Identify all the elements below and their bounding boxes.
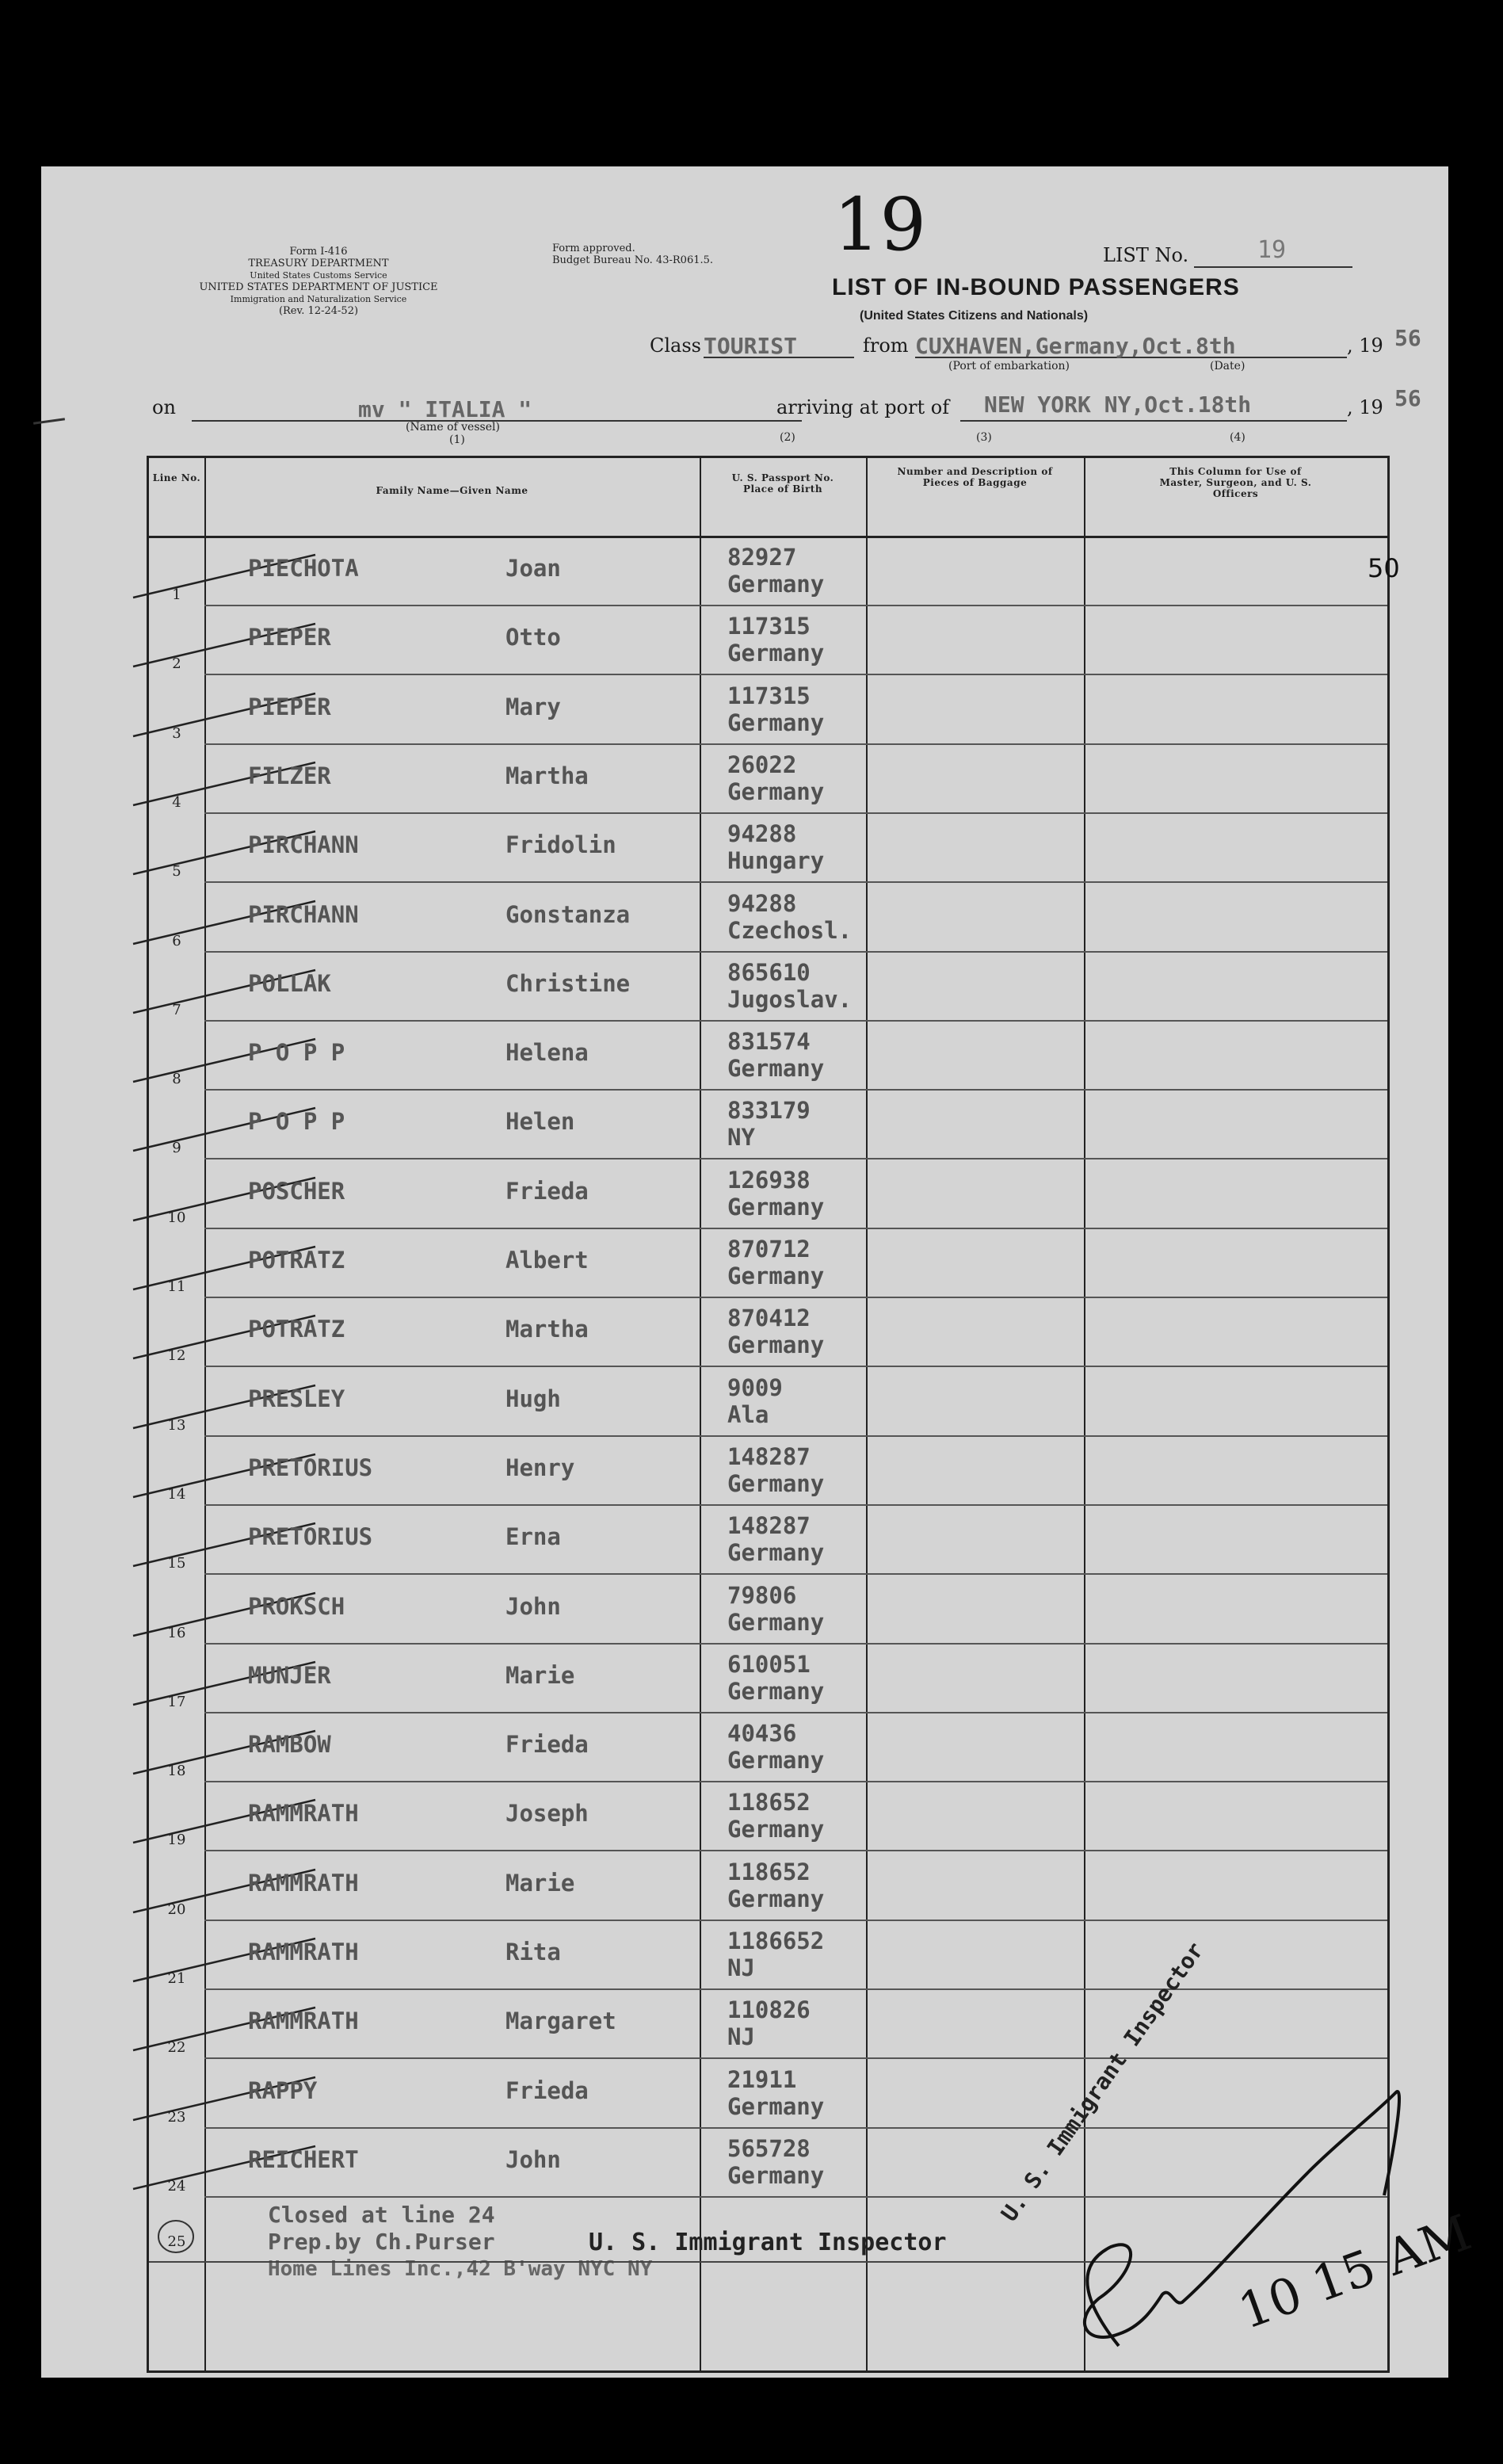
line-number: 25 [167, 2233, 186, 2250]
place-of-birth: NJ [727, 2023, 755, 2051]
passport-number: 148287 [727, 1512, 811, 1540]
place-of-birth: Germany [727, 1539, 825, 1567]
manifest-page [41, 166, 1478, 2378]
budget-bureau: Budget Bureau No. 43-R061.5. [552, 254, 714, 266]
passport-number: 870712 [727, 1236, 811, 1263]
given-name: Joseph [505, 1800, 589, 1828]
given-name: Frieda [505, 1177, 589, 1205]
passport-number: 565728 [727, 2134, 811, 2162]
given-name: Marie [505, 1869, 575, 1897]
line-number: 17 [167, 1693, 186, 1710]
passport-number: 117315 [727, 613, 811, 640]
prepared-by: Prep.by Ch.Purser [268, 2229, 495, 2255]
line-number: 18 [167, 1763, 186, 1780]
place-of-birth: Germany [727, 1885, 825, 1912]
page-title: LIST OF IN-BOUND PASSENGERS [832, 274, 1240, 300]
passport-number: 118652 [727, 1789, 811, 1816]
place-of-birth: Germany [727, 1747, 825, 1774]
place-of-birth: Jugoslav. [727, 985, 853, 1013]
class-field [704, 333, 854, 358]
family-name: PIECHOTA [248, 555, 359, 582]
given-name: Margaret [505, 2007, 616, 2035]
given-name: Frieda [505, 2076, 589, 2104]
family-name: PRETORIUS [248, 1523, 373, 1551]
passport-number: 118652 [727, 1858, 811, 1885]
passport-number: 865610 [727, 958, 811, 986]
given-name: John [505, 1592, 561, 1620]
form-agency-block [144, 246, 493, 317]
line-number: 14 [167, 1485, 186, 1503]
place-of-birth: Germany [727, 1055, 825, 1083]
inspector-stamp: U. S. Immigrant Inspector [589, 2229, 947, 2256]
passport-number: 9009 [727, 1373, 783, 1401]
table-row [149, 1437, 1387, 1506]
table-row [149, 953, 1387, 1022]
caption-4: (4) [1230, 431, 1246, 444]
family-name: POTRATZ [248, 1316, 345, 1343]
table-row [149, 537, 1387, 606]
arriving-year: 56 [1394, 385, 1421, 411]
closed-note: Closed at line 24 [268, 2202, 495, 2228]
family-name: RAMMRATH [248, 1869, 359, 1897]
family-name: PIEPER [248, 693, 331, 720]
passport-number: 21911 [727, 2065, 797, 2093]
given-name: Helena [505, 1039, 589, 1067]
place-of-birth: Germany [727, 1608, 825, 1636]
col-line-header: Line No. [152, 472, 201, 483]
list-no-label: LIST No. [1103, 244, 1189, 266]
port-embark-caption: (Port of embarkation) [948, 360, 1070, 372]
family-name: POLLAK [248, 969, 331, 997]
given-name: Gonstanza [505, 900, 631, 928]
passport-number: 148287 [727, 1442, 811, 1470]
family-name: MUNJER [248, 1661, 331, 1689]
line-number: 2 [172, 655, 181, 673]
family-name: REICHERT [248, 2145, 359, 2173]
form-approved: Form approved. [552, 243, 635, 254]
family-name: PIRCHANN [248, 831, 359, 859]
passport-number: 82927 [727, 544, 797, 571]
family-name: RAMBOW [248, 1731, 331, 1759]
line-number: 6 [172, 932, 181, 949]
table-row [149, 676, 1387, 745]
class-label: Class [650, 334, 701, 357]
place-of-birth: Germany [727, 1331, 825, 1359]
line-number: 22 [167, 2039, 186, 2057]
place-of-birth: Czechosl. [727, 916, 853, 944]
from-label: from [863, 334, 909, 357]
given-name: Martha [505, 762, 589, 789]
family-name: PIEPER [248, 624, 331, 651]
given-name: Martha [505, 1316, 589, 1343]
passport-number: 831574 [727, 1028, 811, 1056]
passport-number: 833179 [727, 1097, 811, 1125]
place-of-birth: Germany [727, 1816, 825, 1843]
line-number: 24 [167, 2177, 186, 2195]
table-row [149, 1645, 1387, 1713]
vessel-caption: (Name of vessel) [406, 421, 500, 434]
given-name: Erna [505, 1523, 561, 1551]
date-caption: (Date) [1210, 360, 1246, 372]
list-no-field [1194, 236, 1352, 268]
list-no-value: 19 [1257, 236, 1287, 264]
family-name: FILZER [248, 762, 331, 789]
table-row [149, 1091, 1387, 1159]
col-baggage-header: Number and Description of Pieces of Baggage [897, 466, 1053, 488]
col-officers-header: This Column for Use of Master, Surgeon, and U. S. Officers [1159, 466, 1312, 499]
family-name: PRETORIUS [248, 1454, 373, 1481]
place-of-birth: Hungary [727, 847, 825, 875]
from-value: CUXHAVEN,Germany,Oct.8th [915, 333, 1236, 359]
line-number: 3 [172, 724, 181, 742]
passport-number: 1186652 [727, 1927, 825, 1954]
line-number: 21 [167, 1970, 186, 1987]
customs-service: United States Customs Service [250, 270, 387, 281]
line-number: 1 [172, 586, 181, 603]
line-number: 16 [167, 1624, 186, 1641]
family-name: RAMMRATH [248, 2007, 359, 2035]
place-of-birth: Germany [727, 571, 825, 598]
line-number: 8 [172, 1071, 181, 1088]
from-field [915, 333, 1347, 358]
handwritten-list-number: 19 [834, 182, 927, 267]
place-of-birth: NJ [727, 1954, 755, 1981]
col-name-header: Family Name—Given Name [376, 485, 528, 496]
justice-dept: UNITED STATES DEPARTMENT OF JUSTICE [199, 281, 438, 293]
line-number: 13 [167, 1416, 186, 1434]
place-of-birth: Germany [727, 1677, 825, 1705]
line-25-row [149, 2192, 204, 2261]
family-name: POTRATZ [248, 1247, 345, 1274]
circle-mark-icon [155, 2216, 196, 2257]
family-name: RAMMRATH [248, 1800, 359, 1828]
passport-number: 79806 [727, 1581, 797, 1609]
given-name: Joan [505, 555, 561, 582]
arriving-field [960, 392, 1347, 422]
class-value: TOURIST [704, 333, 798, 359]
ins-service: Immigration and Naturalization Service [230, 294, 407, 304]
passport-number: 26022 [727, 751, 797, 778]
table-row [149, 745, 1387, 814]
given-name: Fridolin [505, 831, 616, 859]
family-name: PROKSCH [248, 1592, 345, 1620]
given-name: Christine [505, 969, 631, 997]
officer-count-note: 50 [1368, 553, 1400, 583]
arriving-value: NEW YORK NY,Oct.18th [984, 392, 1252, 418]
given-name: Mary [505, 693, 561, 720]
caption-2: (2) [780, 431, 795, 444]
table-row [149, 1852, 1387, 1921]
passport-number: 40436 [727, 1720, 797, 1748]
page-subtitle: (United States Citizens and Nationals) [860, 309, 1089, 323]
given-name: Otto [505, 624, 561, 651]
table-row [149, 606, 1387, 675]
place-of-birth: Germany [727, 709, 825, 736]
family-name: RAPPY [248, 2076, 318, 2104]
table-row [149, 1160, 1387, 1229]
line-number: 9 [172, 1140, 181, 1157]
passport-number: 610051 [727, 1650, 811, 1678]
given-name: Marie [505, 1661, 575, 1689]
table-row [149, 1713, 1387, 1782]
given-name: Henry [505, 1454, 575, 1481]
passport-number: 94288 [727, 820, 797, 848]
table-row [149, 1298, 1387, 1367]
given-name: Albert [505, 1247, 589, 1274]
table-row [149, 1229, 1387, 1298]
approval-block [552, 243, 713, 266]
given-name: Frieda [505, 1731, 589, 1759]
given-name: John [505, 2145, 561, 2173]
vessel-field [192, 396, 802, 422]
arriving-label: arriving at port of [776, 396, 950, 418]
passport-number: 117315 [727, 682, 811, 709]
inspection-time: 10 15 AM [1230, 2202, 1478, 2341]
place-of-birth: Germany [727, 640, 825, 667]
passport-number: 94288 [727, 889, 797, 917]
line-number: 11 [167, 1278, 186, 1295]
place-of-birth: NY [727, 1124, 755, 1152]
table-row [149, 1022, 1387, 1091]
on-label: on [152, 396, 176, 418]
form-revision: (Rev. 12-24-52) [278, 305, 359, 317]
caption-3: (3) [976, 431, 992, 444]
col-passport-header: U. S. Passport No. Place of Birth [731, 472, 834, 495]
from-year-prefix: , 19 [1347, 334, 1383, 357]
family-name: PRESLEY [248, 1385, 345, 1412]
passport-number: 870412 [727, 1305, 811, 1332]
place-of-birth: Germany [727, 2092, 825, 2120]
given-name: Rita [505, 1939, 561, 1965]
place-of-birth: Germany [727, 2161, 825, 2189]
treasury-dept: TREASURY DEPARTMENT [248, 258, 389, 269]
line-number: 23 [167, 2108, 186, 2126]
shipping-line-note: Home Lines Inc.,42 B'way NYC NY [268, 2257, 653, 2281]
line-number: 20 [167, 1901, 186, 1918]
arriving-year-prefix: , 19 [1347, 396, 1383, 418]
passport-number: 126938 [727, 1166, 811, 1194]
line-number: 4 [172, 793, 181, 811]
line-number: 10 [167, 1209, 186, 1226]
place-of-birth: Germany [727, 1469, 825, 1497]
passport-number: 110826 [727, 1996, 811, 2024]
place-of-birth: Germany [727, 1193, 825, 1221]
family-name: P O P P [248, 1039, 345, 1067]
vessel-value: mv " ITALIA " [358, 396, 532, 422]
table-row [149, 1782, 1387, 1851]
inspector-signature-icon [1024, 1934, 1436, 2393]
inspector-diagonal-stamp: U. S. Immigrant Inspector [996, 1937, 1209, 2226]
line-number: 19 [167, 1832, 186, 1849]
from-year: 56 [1394, 325, 1421, 351]
place-of-birth: Germany [727, 1263, 825, 1289]
table-row [149, 814, 1387, 883]
table-row [149, 1576, 1387, 1645]
margin-mark [33, 418, 65, 425]
place-of-birth: Ala [727, 1400, 769, 1428]
line-number: 15 [167, 1555, 186, 1572]
line-number: 12 [167, 1347, 186, 1365]
family-name: RAMMRATH [248, 1939, 359, 1965]
line-number: 5 [172, 863, 181, 881]
line-number: 7 [172, 1001, 181, 1018]
table-row [149, 1506, 1387, 1575]
given-name: Hugh [505, 1385, 561, 1412]
table-row [149, 1368, 1387, 1437]
family-name: PIRCHANN [248, 900, 359, 928]
table-row [149, 884, 1387, 953]
family-name: P O P P [248, 1108, 345, 1136]
vessel-caption-num: (1) [449, 434, 465, 446]
family-name: POSCHER [248, 1177, 345, 1205]
given-name: Helen [505, 1108, 575, 1136]
place-of-birth: Germany [727, 777, 825, 805]
form-number: Form I-416 [289, 246, 348, 258]
